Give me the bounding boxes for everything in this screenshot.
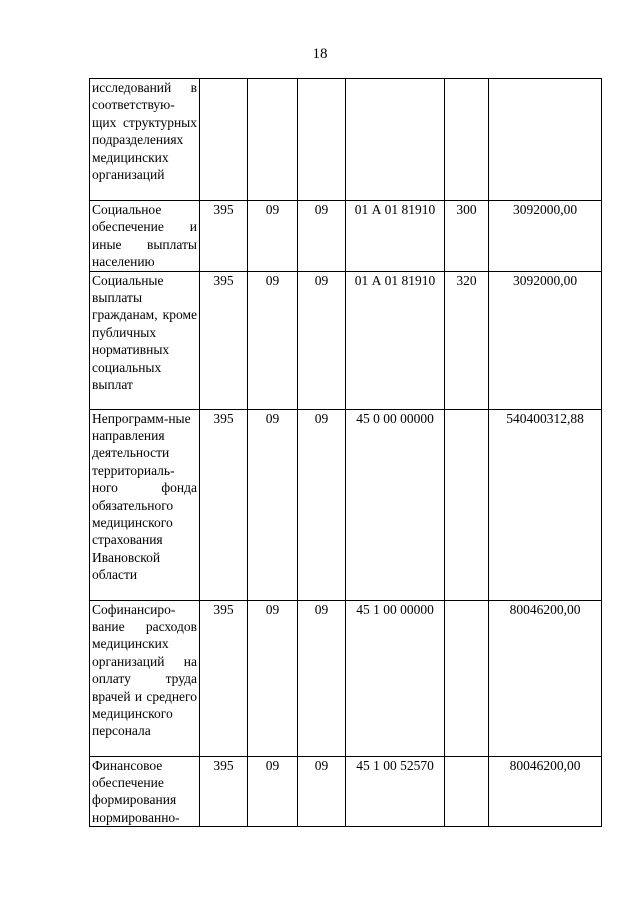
cell-name: Социальные выплаты гражданам, кроме публичных нормативных социальных выплат	[90, 271, 200, 409]
cell-admin-code	[200, 79, 248, 201]
cell-expense-type	[445, 756, 489, 827]
cell-subsection: 09	[298, 756, 346, 827]
cell-target-article: 01 А 01 81910	[346, 201, 445, 272]
cell-subsection: 09	[298, 600, 346, 756]
cell-amount: 80046200,00	[489, 756, 602, 827]
cell-name: исследований в соответствую-щих структурных подразделениях медицинских организаций	[90, 79, 200, 201]
cell-amount: 540400312,88	[489, 409, 602, 600]
cell-target-article: 45 1 00 52570	[346, 756, 445, 827]
cell-name: Социальное обеспечение и иные выплаты населению	[90, 201, 200, 272]
cell-section: 09	[248, 756, 298, 827]
cell-name: Софинансиро-вание расходов медицинских организаций на оплату труда врачей и среднего медицинского персонала	[90, 600, 200, 756]
cell-name: Непрограмм-ные направления деятельности территориаль-ного фонда обязательного медицинского страхования Ивановской области	[90, 409, 200, 600]
table-row	[90, 271, 602, 409]
cell-admin-code: 395	[200, 271, 248, 409]
cell-expense-type: 320	[445, 271, 489, 409]
cell-amount: 3092000,00	[489, 201, 602, 272]
cell-expense-type	[445, 600, 489, 756]
cell-target-article: 45 0 00 00000	[346, 409, 445, 600]
budget-table	[89, 78, 602, 827]
cell-expense-type	[445, 79, 489, 201]
table-row	[90, 756, 602, 827]
cell-subsection: 09	[298, 409, 346, 600]
cell-amount: 3092000,00	[489, 271, 602, 409]
cell-section: 09	[248, 271, 298, 409]
table-row	[90, 600, 602, 756]
cell-admin-code: 395	[200, 409, 248, 600]
cell-admin-code: 395	[200, 201, 248, 272]
cell-section: 09	[248, 409, 298, 600]
cell-name: Финансовое обеспечение формирования нормированно-	[90, 756, 200, 827]
cell-subsection: 09	[298, 201, 346, 272]
cell-target-article	[346, 79, 445, 201]
cell-expense-type	[445, 409, 489, 600]
cell-amount	[489, 79, 602, 201]
cell-admin-code: 395	[200, 756, 248, 827]
cell-subsection: 09	[298, 271, 346, 409]
cell-admin-code: 395	[200, 600, 248, 756]
cell-section: 09	[248, 600, 298, 756]
cell-target-article: 45 1 00 00000	[346, 600, 445, 756]
table-row	[90, 409, 602, 600]
table-row	[90, 79, 602, 201]
table-row	[90, 201, 602, 272]
cell-target-article: 01 А 01 81910	[346, 271, 445, 409]
cell-section: 09	[248, 201, 298, 272]
cell-expense-type: 300	[445, 201, 489, 272]
page-number: 18	[312, 46, 328, 62]
cell-subsection	[298, 79, 346, 201]
cell-section	[248, 79, 298, 201]
cell-amount: 80046200,00	[489, 600, 602, 756]
